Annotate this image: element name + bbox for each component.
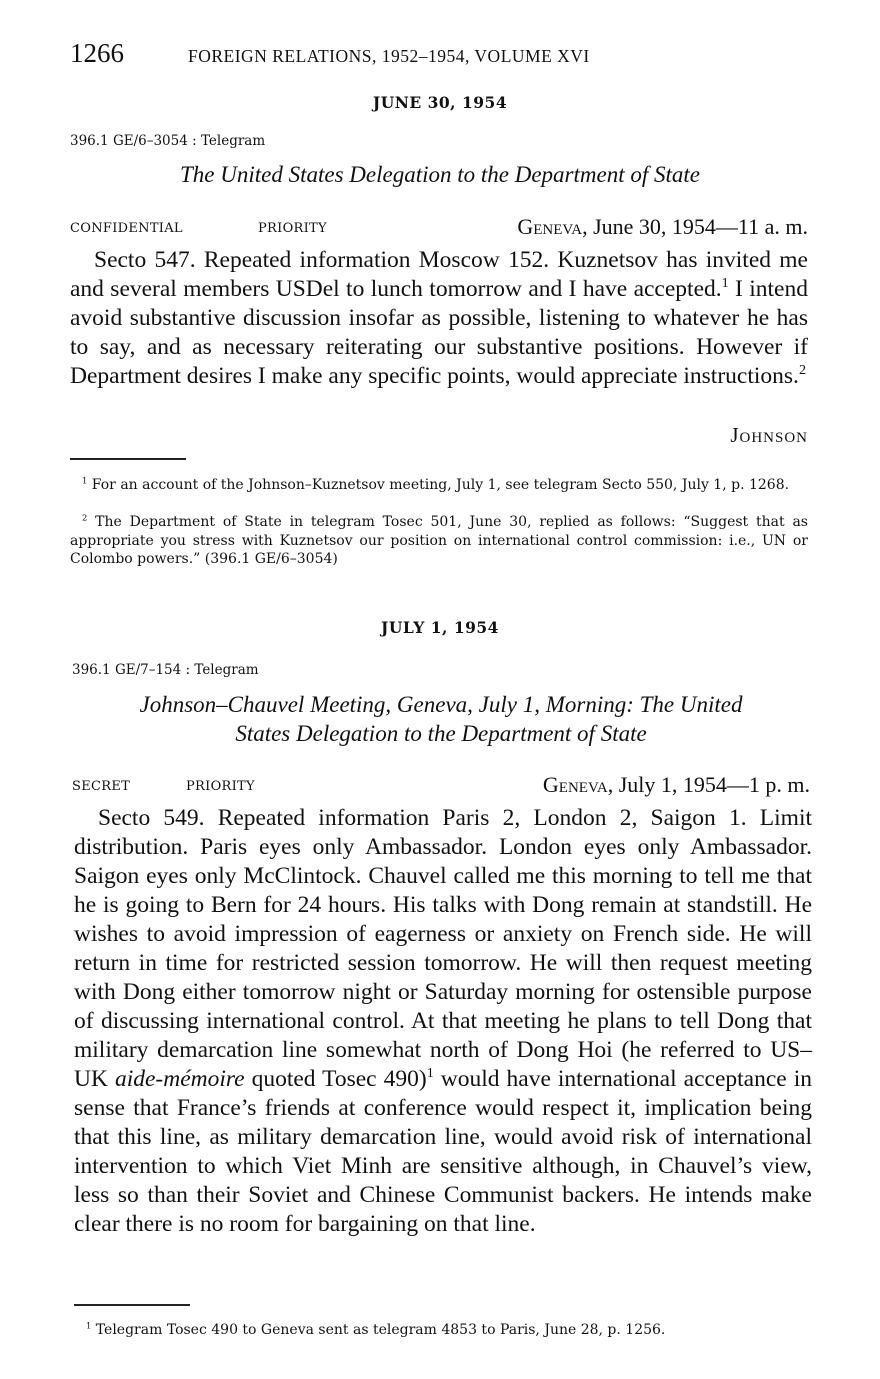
document-title-line: Johnson–Chauvel Meeting, Geneva, July 1, Morning: The United [139,692,743,717]
file-reference: 396.1 GE/7–154 : Telegram [72,662,259,678]
date-heading-july-1: JULY 1, 1954 [381,618,499,637]
page-number: 1266 [70,38,124,68]
signature: Johnson [730,423,808,447]
dateline-place: Geneva, [542,772,614,797]
body-text-segment: quoted Tosec 490) [244,1066,427,1092]
body-text-segment: Secto 547. Repeated information Moscow 152. Kuznetsov has invited me and several members USDel to lunch tomorrow and I have accepted. [70,247,808,302]
file-reference: 396.1 GE/6–3054 : Telegram [70,133,266,149]
classification: CONFIDENTIAL [70,221,183,236]
priority: PRIORITY [186,779,255,794]
footnote [70,513,808,569]
classification-line [72,772,810,800]
footnote [74,1321,812,1340]
footnote-mark: 1 [82,475,88,486]
classification: SECRET [72,779,131,794]
dateline [543,772,810,798]
dateline [517,214,808,240]
dateline-time: July 1, 1954—1 p. m. [613,772,810,797]
italic-term: aide-mémoire [114,1066,245,1092]
telegram-body [70,246,808,391]
telegram-body [74,804,812,1239]
date-heading-june-30: JUNE 30, 1954 [372,93,508,112]
running-head [70,38,810,68]
priority: PRIORITY [258,221,327,236]
dateline-time: June 30, 1954—11 a. m. [587,214,808,239]
document-title: The United States Delegation to the Department of State [180,162,700,187]
footnote-text: Telegram Tosec 490 to Geneva sent as telegram 4853 to Paris, June 28, p. 1256. [91,1322,666,1338]
body-text-segment: Secto 549. Repeated information Paris 2, London 2, Saigon 1. Limit distribution. Paris eyes only Ambassador. London eyes only Ambassador. Saigon eyes only McClintock. Chauvel called me this morning to tell me that he is going to Bern for 24 hours. His talks with Dong remain at standstill. He wishes to avoid impression of eagerness or anxiety on French side. He will return in time for restricted session tomorrow. He will then request meeting with Dong either tomorrow night or Saturday morning for ostensible purpose of discussing international control. At that meeting he plans to tell Dong that military demarcation line somewhat north of Dong Hoi (he referred to US–UK [74,805,812,1092]
document-title-line: States Delegation to the Department of State [235,721,647,746]
footnote-ref[interactable]: 1 [426,1065,434,1082]
footnote-rule [74,1304,190,1306]
footnote-text: For an account of the Johnson–Kuznetsov meeting, July 1, see telegram Secto 550, July 1, p. 1268. [87,477,790,493]
running-title: FOREIGN RELATIONS, 1952–1954, VOLUME XVI [188,46,590,66]
footnote-text: The Department of State in telegram Tosec 501, June 30, replied as follows: “Suggest that as appropriate you stress with Kuznetsov our position on international control commission: i.e., UN or Colombo powers.” (396.1 GE/6–3054) [70,514,808,567]
document-title [72,690,810,748]
body-text-segment: I intend avoid substantive discussion insofar as possible, listening to whatever he has to say, and as necessary reiterating our substantive positions. However if Department desires I make any specific points, would appreciate instructions. [70,276,808,389]
footnote-ref[interactable]: 2 [798,362,806,379]
footnote-ref[interactable]: 1 [721,275,729,292]
footnote [70,476,808,495]
footnote-rule [70,458,186,460]
dateline-place: Geneva, [517,214,588,239]
footnote-mark: 1 [86,1320,92,1331]
body-text-segment: would have international acceptance in sense that France’s friends at conference would respect it, implication being that this line, as military demarcation line, would avoid risk of international intervention to which Viet Minh are sensitive although, in Chauvel’s view, less so than their Soviet and Chinese Communist backers. He intends make clear there is no room for bargaining on that line. [74,1066,812,1237]
footnote-mark: 2 [82,512,88,523]
classification-line [70,214,808,242]
